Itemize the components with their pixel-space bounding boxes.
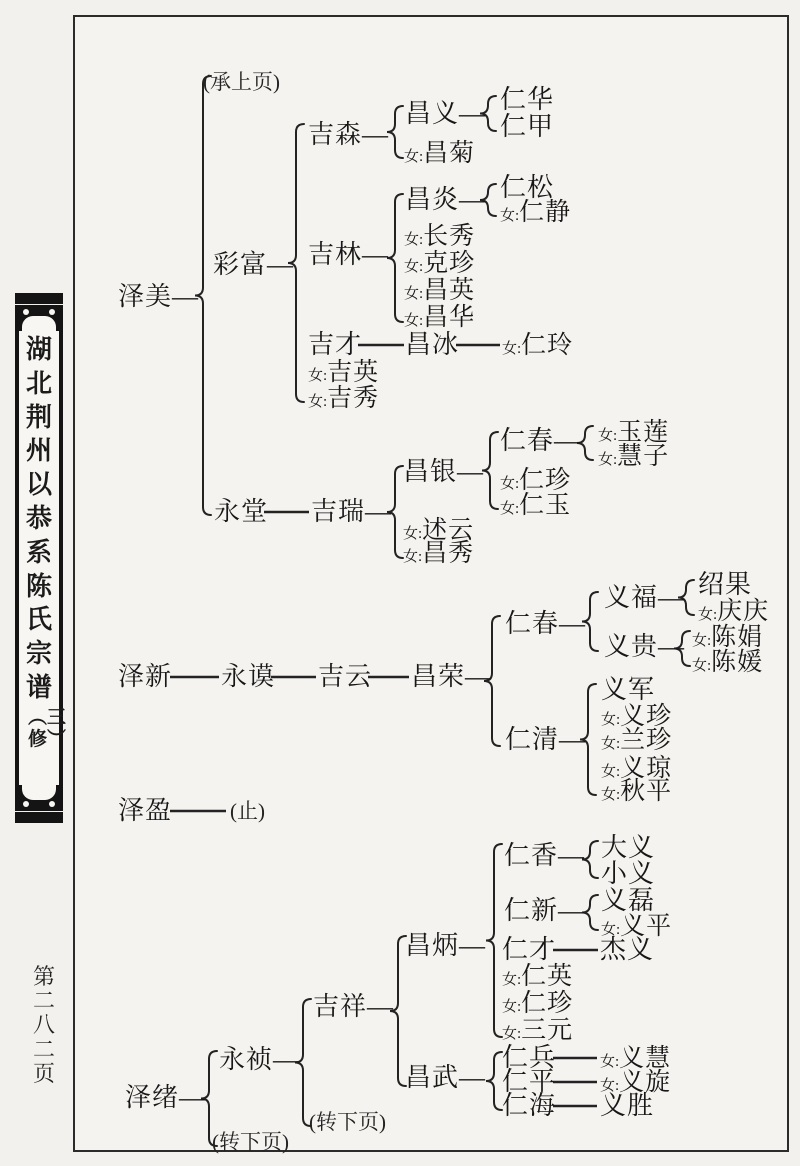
node-qiuping: 女:秋平 <box>601 778 673 805</box>
node-jisen: 吉森— <box>308 120 390 149</box>
node-renyu: 女:仁玉 <box>500 492 572 519</box>
node-lanzhen: 女:兰珍 <box>601 727 673 754</box>
node-jiying: 女:吉英 <box>308 359 380 386</box>
node-jicai: 吉才 <box>308 330 363 359</box>
page-number: 第二八二页 <box>32 964 55 1086</box>
note-stop: (止) <box>230 799 265 823</box>
note-continued-from-prev: (承上页) <box>203 70 280 94</box>
node-yongtang: 永堂 <box>214 497 269 526</box>
node-yijun: 义军 <box>601 675 656 704</box>
node-jixiang: 吉祥— <box>313 992 395 1021</box>
banner-top-bar <box>15 293 63 304</box>
node-changying: 女:昌英 <box>404 277 476 304</box>
node-renling: 女:仁玲 <box>502 332 574 359</box>
node-changbingice: 昌冰 <box>405 330 460 359</box>
node-changyan: 昌炎— <box>405 185 487 214</box>
node-yiqiong: 女:义琼 <box>601 755 673 782</box>
banner-bottom-bar <box>15 812 63 823</box>
node-renchun-a: 仁春— <box>500 426 582 455</box>
node-jiyun: 吉云 <box>318 662 373 691</box>
book-title-edition: ︵三修︶ <box>28 706 67 750</box>
note-to-next-page-b: (转下页) <box>212 1130 289 1154</box>
node-sanyuan: 女:三元 <box>502 1017 574 1044</box>
node-yigui: 义贵— <box>604 632 686 661</box>
banner-ornament-top <box>19 305 59 331</box>
node-renping: 仁平 <box>502 1067 557 1096</box>
node-changyi: 昌义— <box>405 99 487 128</box>
node-yiping: 女:义平 <box>601 913 673 940</box>
node-changyin: 昌银— <box>403 457 485 486</box>
node-renqing: 仁清— <box>505 725 587 754</box>
node-chenjuan: 女:陈娟 <box>692 624 764 651</box>
node-renhai: 仁海 <box>502 1091 557 1120</box>
node-jixiu: 女:吉秀 <box>308 385 380 412</box>
node-zexu: 泽绪— <box>125 1083 207 1112</box>
node-kezhen: 女:克珍 <box>404 250 476 277</box>
node-huizi: 女:慧子 <box>598 443 670 470</box>
node-rensong: 仁松 <box>500 173 555 202</box>
node-yilei: 义磊 <box>601 886 656 915</box>
node-zexin: 泽新 <box>118 662 173 691</box>
node-renzhen-a: 女:仁珍 <box>500 467 572 494</box>
node-yifu: 义福— <box>604 583 686 612</box>
node-yongmo: 永谟 <box>221 662 276 691</box>
node-yixuan: 女:义旋 <box>600 1069 672 1096</box>
node-changju: 女:昌菊 <box>404 140 476 167</box>
node-yisheng: 义胜 <box>600 1091 655 1120</box>
book-title-banner <box>14 293 67 825</box>
node-renjia: 仁甲 <box>500 112 555 141</box>
node-renjing: 女:仁静 <box>500 199 572 226</box>
node-shuyun: 女:述云 <box>403 517 475 544</box>
node-jirui: 吉瑞— <box>311 497 393 526</box>
node-dayi: 大义 <box>601 833 656 862</box>
node-changhua: 女:昌华 <box>404 304 476 331</box>
node-xiaoyi: 小义 <box>601 859 656 888</box>
node-chenyuan: 女:陈媛 <box>692 649 764 676</box>
node-changxiu: 女:昌秀 <box>403 540 475 567</box>
node-renzhen-b: 女:仁珍 <box>502 990 574 1017</box>
node-jilin: 吉林— <box>308 240 390 269</box>
node-rencai: 仁才 <box>502 935 557 964</box>
node-renchun-b: 仁春— <box>505 609 587 638</box>
node-yihui: 女:义慧 <box>600 1045 672 1072</box>
node-renying: 女:仁英 <box>502 963 574 990</box>
node-changrong: 昌荣— <box>411 662 493 691</box>
node-qingqing: 女:庆庆 <box>698 598 770 625</box>
node-changwu: 昌武— <box>405 1063 487 1092</box>
node-zhangxiu: 女:长秀 <box>404 223 476 250</box>
node-yulian: 女:玉莲 <box>598 419 670 446</box>
node-shaoguo: 绍果 <box>698 570 753 599</box>
node-renxin: 仁新— <box>504 896 586 925</box>
node-renhua: 仁华 <box>500 85 555 114</box>
node-renxiang: 仁香— <box>504 841 586 870</box>
node-zeying: 泽盈 <box>118 796 173 825</box>
banner-ornament-bottom <box>19 785 59 811</box>
node-changbing: 昌炳— <box>405 931 487 960</box>
node-jieyi: 杰义 <box>600 935 655 964</box>
node-yizhen: 女:义珍 <box>601 703 673 730</box>
note-to-next-page-a: (转下页) <box>309 1110 386 1134</box>
node-zemei: 泽美— <box>118 282 200 311</box>
banner-ornate-frame <box>15 305 67 811</box>
book-title: 湖北荆州以恭系陈氏宗谱 ︵三修︶ <box>25 335 67 750</box>
node-caifu: 彩富— <box>213 250 295 279</box>
node-yongzhen: 永祯— <box>219 1045 301 1074</box>
node-renbing: 仁兵 <box>502 1043 557 1072</box>
